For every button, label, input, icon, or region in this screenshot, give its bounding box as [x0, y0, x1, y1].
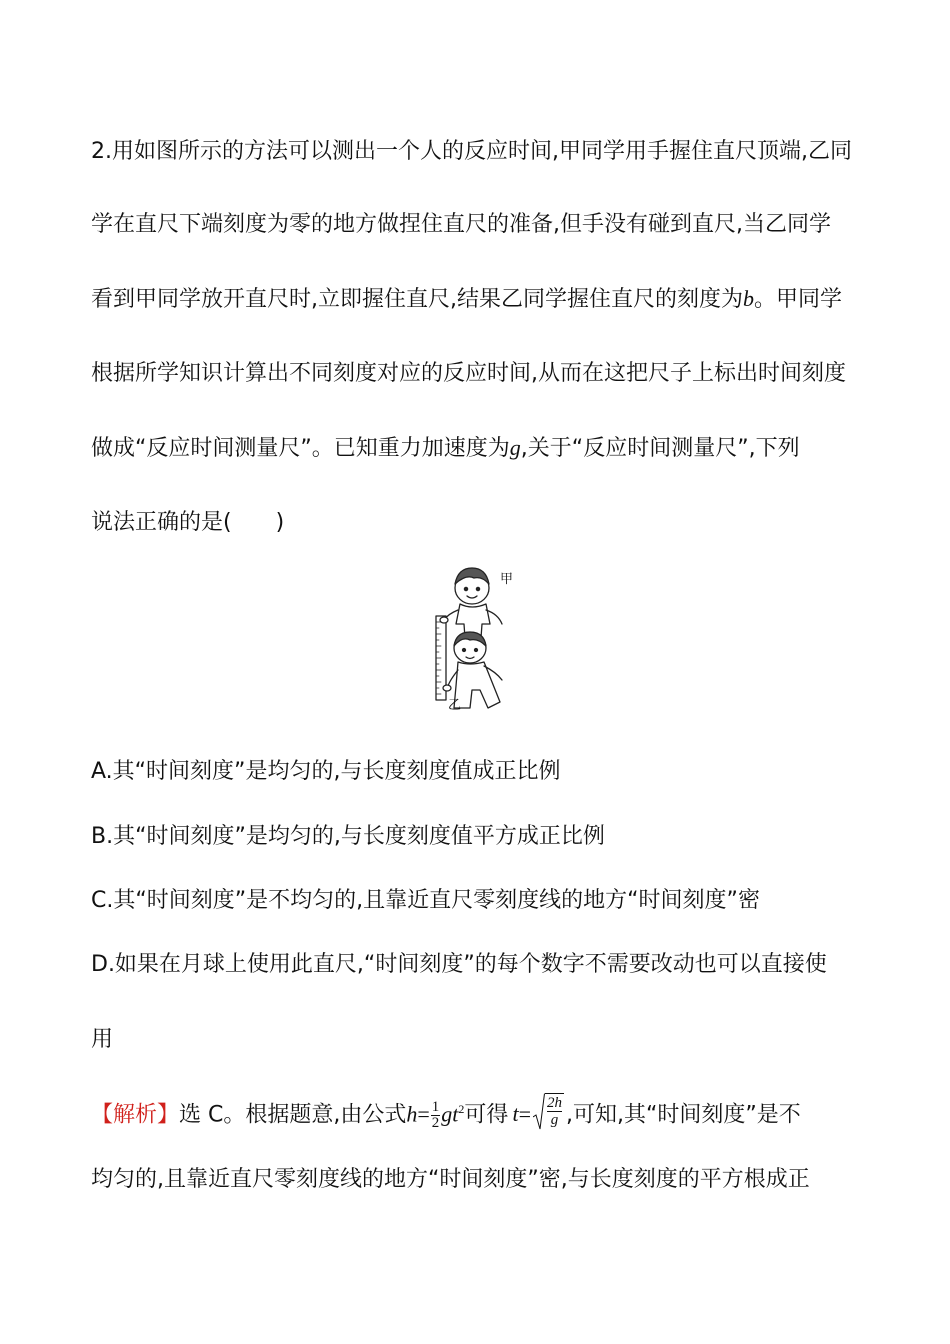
- question-text: ,关于“反应时间测量尺”,下列: [520, 436, 800, 461]
- analysis-text: 可得: [464, 1102, 509, 1128]
- formula-equals: =: [417, 1101, 430, 1127]
- analysis-text: 均匀的,且靠近直尺零刻度线的地方“时间刻度”密,与长度刻度的平方根成正: [91, 1167, 810, 1192]
- question-text: 看到甲同学放开直尺时,立即握住直尺,结果乙同学握住直尺的刻度为: [91, 287, 743, 312]
- label-jia: 甲: [500, 572, 514, 587]
- question-text: 说法正确的是( ): [91, 510, 285, 535]
- option-b: [91, 822, 605, 852]
- analysis-line-2: [91, 1165, 810, 1195]
- option-a: [91, 757, 560, 787]
- fraction-denominator: 2: [431, 1114, 440, 1131]
- option-d-line-2: [91, 1025, 113, 1055]
- question-line-5: [91, 433, 800, 464]
- question-text: 。甲同学: [754, 287, 843, 312]
- ruler-illustration: [430, 562, 520, 714]
- option-b-text: B.其“时间刻度”是均匀的,与长度刻度值平方成正比例: [91, 824, 605, 849]
- option-d-text: D.如果在月球上使用此直尺,“时间刻度”的每个数字不需要改动也可以直接使: [91, 952, 827, 977]
- option-d-text: 用: [91, 1027, 114, 1052]
- formula-exponent: 2: [458, 1102, 465, 1116]
- question-text: 根据所学知识计算出不同刻度对应的反应时间,从而在这把尺子上标出时间刻度: [91, 361, 846, 386]
- radicand-denominator: g: [550, 1111, 559, 1128]
- formula-t: t: [512, 1101, 519, 1127]
- option-c: [91, 886, 760, 916]
- question-line-6: [91, 508, 284, 538]
- question-line-1: [91, 137, 852, 167]
- analysis-tag: 【解析】: [91, 1102, 180, 1128]
- variable-b: b: [743, 286, 754, 311]
- radicand-numerator: 2h: [546, 1094, 562, 1111]
- question-text: 学在直尺下端刻度为零的地方做捏住直尺的准备,但手没有碰到直尺,当乙同学: [91, 212, 831, 237]
- question-text: 2.用如图所示的方法可以测出一个人的反应时间,甲同学用手握住直尺顶端,乙同: [91, 139, 852, 164]
- analysis-text: ,可知,其“时间刻度”是不: [565, 1102, 801, 1128]
- variable-g: g: [509, 435, 521, 460]
- formula-h: h: [406, 1101, 418, 1127]
- formula-equals-2: =: [518, 1101, 531, 1127]
- label-yi: 乙: [448, 698, 462, 713]
- option-c-text: C.其“时间刻度”是不均匀的,且靠近直尺零刻度线的地方“时间刻度”密: [91, 888, 760, 913]
- square-root-expression: [533, 1093, 564, 1138]
- question-text: 做成“反应时间测量尺”。已知重力加速度为: [91, 436, 510, 461]
- option-a-text: A.其“时间刻度”是均匀的,与长度刻度值成正比例: [91, 759, 561, 784]
- formula-gt: gt: [441, 1101, 459, 1127]
- question-line-4: [91, 359, 846, 389]
- analysis-line-1: [91, 1089, 801, 1138]
- analysis-text: 选 C。根据题意,由公式: [179, 1102, 407, 1128]
- radicand: [545, 1093, 564, 1128]
- fraction-one-half: [431, 1100, 441, 1131]
- fraction-numerator: 1: [431, 1098, 440, 1115]
- question-line-2: [91, 210, 831, 240]
- question-line-3: [91, 284, 842, 315]
- option-d-line-1: [91, 950, 827, 980]
- radical-sign: [533, 1093, 545, 1131]
